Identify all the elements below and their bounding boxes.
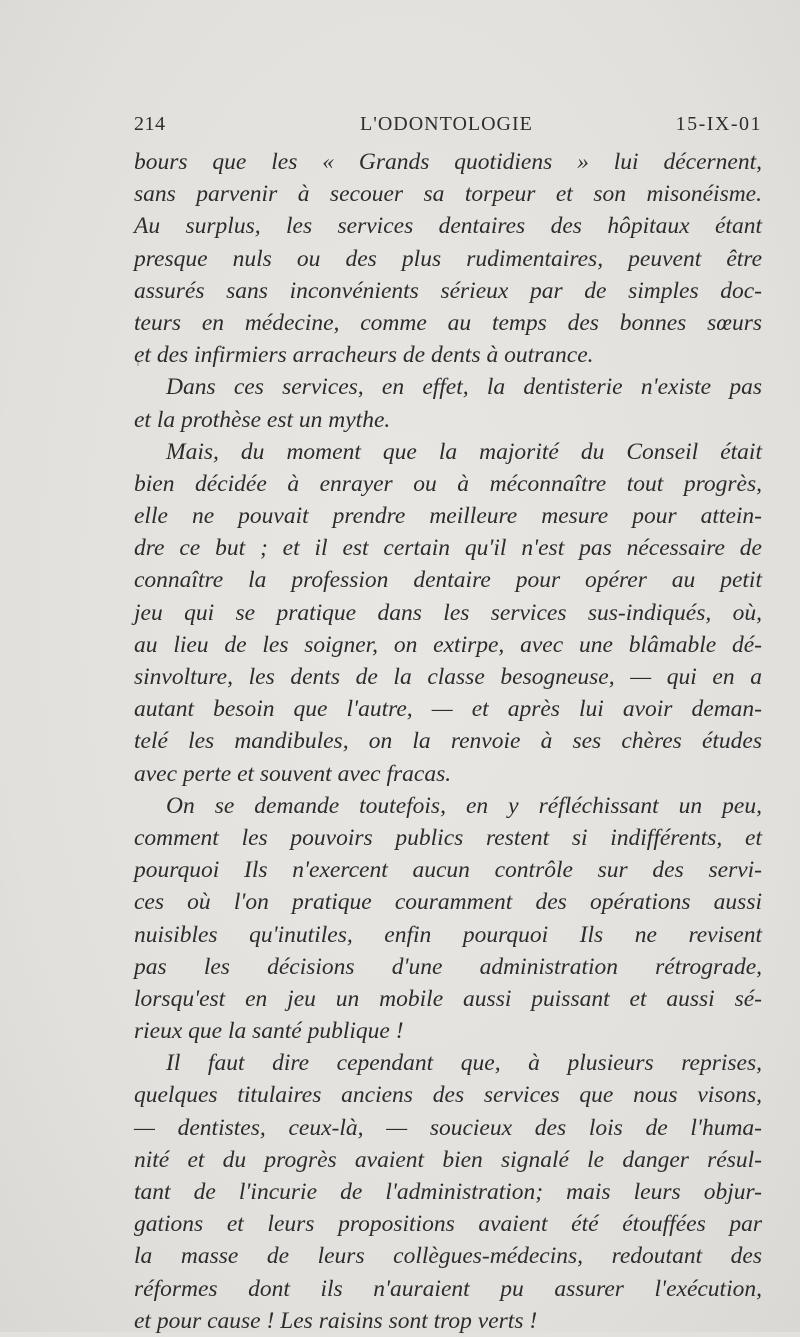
text-line: telé les mandibules, on la renvoie à ses chères études <box>134 728 762 755</box>
text-line: réformes dont ils n'auraient pu assurer l'exécution, <box>134 1275 762 1302</box>
text-line: ces où l'on pratique couramment des opérations aussi <box>134 889 762 916</box>
text-line: bours que les « Grands quotidiens » lui décernent, <box>134 149 762 175</box>
text-line: jeu qui se pratique dans les services sus-indiqués, où, <box>134 599 762 626</box>
text-line: au lieu de les soigner, on extirpe, avec une blâmable dé- <box>134 631 762 658</box>
text-line: gations et leurs propositions avaient été étouffées par <box>134 1211 762 1238</box>
text-line: connaître la profession dentaire pour opérer au petit <box>134 567 762 594</box>
text-line: elle ne pouvait prendre meilleure mesure pour attein- <box>134 503 762 530</box>
text-line: avec perte et souvent avec fracas. <box>134 760 452 787</box>
journal-title: L'ODONTOLOGIE <box>360 113 533 135</box>
text-line: pourquoi Ils n'exercent aucun contrôle sur des servi- <box>134 857 762 884</box>
text-line: Au surplus, les services dentaires des hôpitaux étant <box>134 213 762 240</box>
running-head <box>134 113 762 143</box>
issue-date: 15-IX-01 <box>675 113 762 135</box>
text-line: quelques titulaires anciens des services que nous visons, <box>134 1082 762 1109</box>
text-line: et la prothèse est un mythe. <box>134 406 391 433</box>
text-line: autant besoin que l'autre, — et après lui avoir deman- <box>134 696 762 723</box>
text-line: sinvolture, les dents de la classe besogneuse, — qui en a <box>134 664 762 690</box>
text-line: nuisibles qu'inutiles, enfin pourquoi Ils ne revisent <box>134 921 762 948</box>
text-line: rieux que la santé publique ! <box>134 1018 404 1045</box>
text-line: presque nuls ou des plus rudimentaires, peuvent être <box>134 245 762 272</box>
text-line: bien décidée à enrayer ou à méconnaître tout progrès, <box>134 470 762 497</box>
text-line: assurés sans inconvénients sérieux par de simples doc- <box>134 277 762 304</box>
text-line: nité et du progrès avaient bien signalé le danger résul- <box>134 1146 762 1173</box>
text-line: On se demande toutefois, en y réfléchissant un peu, <box>166 792 762 819</box>
text-line: la masse de leurs collègues-médecins, redoutant des <box>134 1243 762 1270</box>
page-number: 214 <box>134 113 166 135</box>
text-line: pas les décisions d'une administration rétrograde, <box>134 953 762 980</box>
text-line: lorsqu'est en jeu un mobile aussi puissant et aussi sé- <box>134 985 762 1012</box>
text-line: et des infirmiers arracheurs de dents à outrance. <box>134 342 594 369</box>
text-line: tant de l'incurie de l'administration; mais leurs objur- <box>134 1179 762 1205</box>
text-line: Dans ces services, en effet, la dentisterie n'existe pas <box>166 374 762 401</box>
text-line: Mais, du moment que la majorité du Conseil était <box>166 438 762 465</box>
text-line: teurs en médecine, comme au temps des bonnes sœurs <box>134 309 762 336</box>
text-line: dre ce but ; et il est certain qu'il n'est pas nécessaire de <box>134 535 762 562</box>
body-text <box>134 146 762 1337</box>
text-line: comment les pouvoirs publics restent si indifférents, et <box>134 824 762 851</box>
text-line: et pour cause ! Les raisins sont trop verts ! <box>134 1307 538 1334</box>
text-line: — dentistes, ceux-là, — soucieux des lois de l'huma- <box>134 1114 762 1141</box>
text-line: sans parvenir à secouer sa torpeur et son misonéisme. <box>134 181 762 208</box>
text-line: Il faut dire cependant que, à plusieurs reprises, <box>166 1050 762 1077</box>
